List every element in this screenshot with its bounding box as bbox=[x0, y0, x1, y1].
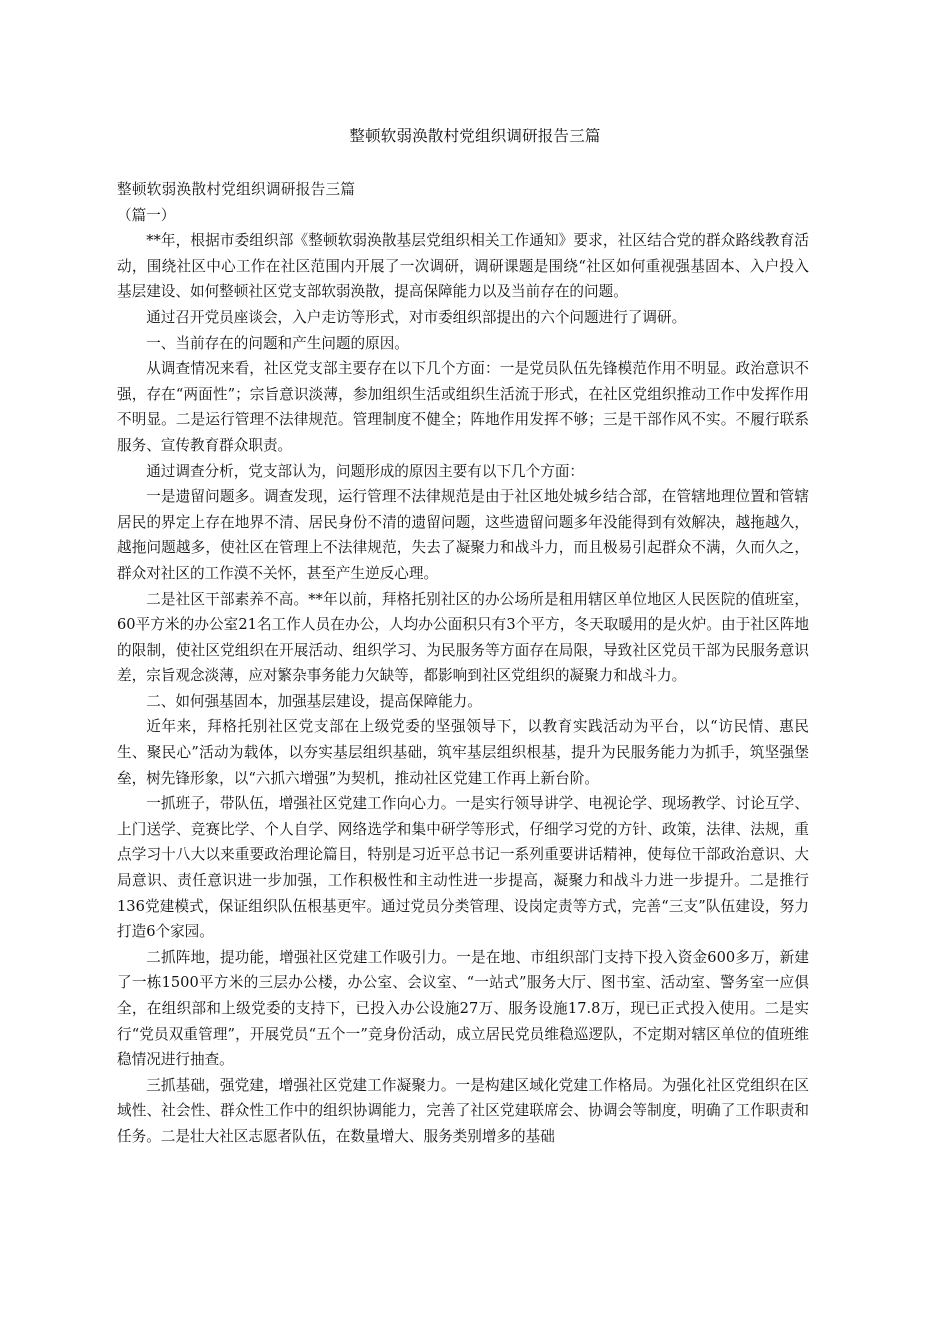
paragraph: 一是遗留问题多。调查发现，运行管理不法律规范是由于社区地处城乡结合部，在管辖地理位置和管辖居民的界定上存在地界不清、居民身份不清的遗留问题，这些遗留问题多年没能得到有效解决，越拖越久，越拖问题越多，使社区在管理上不法律规范，失去了凝聚力和战斗力，而且极易引起群众不满，久而久之，群众对社区的工作漠不关怀，甚至产生逆反心理。 bbox=[117, 488, 809, 582]
paragraph: 通过调查分析，党支部认为，问题形成的原因主要有以下几个方面： bbox=[146, 462, 585, 480]
document-subtitle: 整顿软弱涣散村党组织调研报告三篇 bbox=[117, 181, 356, 198]
section-label: （篇一） bbox=[117, 206, 176, 224]
document-body bbox=[117, 177, 809, 1150]
section-heading: 一、当前存在的问题和产生问题的原因。 bbox=[146, 334, 409, 352]
paragraph: 通过召开党员座谈会，入户走访等形式，对市委组织部提出的六个问题进行了调研。 bbox=[146, 308, 687, 326]
paragraph: 一抓班子，带队伍，增强社区党建工作向心力。一是实行领导讲学、电视论学、现场教学、讨论互学、上门送学、竞赛比学、个人自学、网络选学和集中研学等形式，仔细学习党的方针、政策，法律、法规，重点学习十八大以来重要政治理论篇目，特别是习近平总书记一系列重要讲话精神，使每位干部政治意识、大局意识、责任意识进一步加强，工作积极性和主动性进一步提高，凝聚力和战斗力进一步提升。二是推行136党建模式，保证组织队伍根基更牢。通过党员分类管理、设岗定责等方式，完善“三支”队伍建设，努力打造6个家园。 bbox=[117, 795, 809, 941]
paragraph: 近年来，拜格托别社区党支部在上级党委的坚强领导下，以教育实践活动为平台，以“访民情、惠民生、聚民心”活动为载体，以夯实基层组织基础，筑牢基层组织根基，提升为民服务能力为抓手，筑坚强堡垒，树先锋形象，以“六抓六增强”为契机，推动社区党建工作再上新台阶。 bbox=[117, 718, 809, 787]
paragraph: **年，根据市委组织部《整顿软弱涣散基层党组织相关工作通知》要求，社区结合党的群众路线教育活动，围绕社区中心工作在社区范围内开展了一次调研，调研课题是围绕“社区如何重视强基固本、入户投入基层建设、如何整顿社区党支部软弱涣散，提高保障能力以及当前存在的问题。 bbox=[117, 232, 809, 301]
paragraph: 三抓基础，强党建，增强社区党建工作凝聚力。一是构建区域化党建工作格局。为强化社区党组织在区域性、社会性、群众性工作中的组织协调能力，完善了社区党建联席会、协调会等制度，明确了工作职责和任务。二是壮大社区志愿者队伍，在数量增大、服务类别增多的基础 bbox=[117, 1076, 809, 1145]
paragraph: 二抓阵地，提功能，增强社区党建工作吸引力。一是在地、市组织部门支持下投入资金600多万，新建了一栋1500平方米的三层办公楼，办公室、会议室、“一站式”服务大厅、图书室、活动室、警务室一应俱全，在组织部和上级党委的支持下，已投入办公设施27万、服务设施17.8万，现已正式投入使用。二是实行“党员双重管理”，开展党员“五个一”竞身份活动，成立居民党员维稳巡逻队，不定期对辖区单位的值班维稳情况进行抽查。 bbox=[117, 948, 809, 1069]
document-title: 整顿软弱涣散村党组织调研报告三篇 bbox=[349, 127, 601, 145]
section-heading: 二、如何强基固本，加强基层建设，提高保障能力。 bbox=[146, 692, 482, 710]
paragraph: 从调查情况来看，社区党支部主要存在以下几个方面：一是党员队伍先锋模范作用不明显。政治意识不强，存在“两面性”；宗旨意识淡薄，参加组织生活或组织生活流于形式，在社区党组织推动工作中发挥作用不明显。二是运行管理不法律规范。管理制度不健全；阵地作用发挥不够；三是干部作风不实。不履行联系服务、宣传教育群众职责。 bbox=[117, 360, 809, 454]
paragraph: 二是社区干部素养不高。**年以前，拜格托别社区的办公场所是租用辖区单位地区人民医院的值班室，60平方米的办公室21名工作人员在办公，人均办公面积只有3个平方，冬天取暖用的是火炉。由于社区阵地的限制，使社区党组织在开展活动、组织学习、为民服务等方面存在局限，导致社区党员干部为民服务意识差，宗旨观念淡薄，应对繁杂事务能力欠缺等，都影响到社区党组织的凝聚力和战斗力。 bbox=[117, 590, 809, 685]
